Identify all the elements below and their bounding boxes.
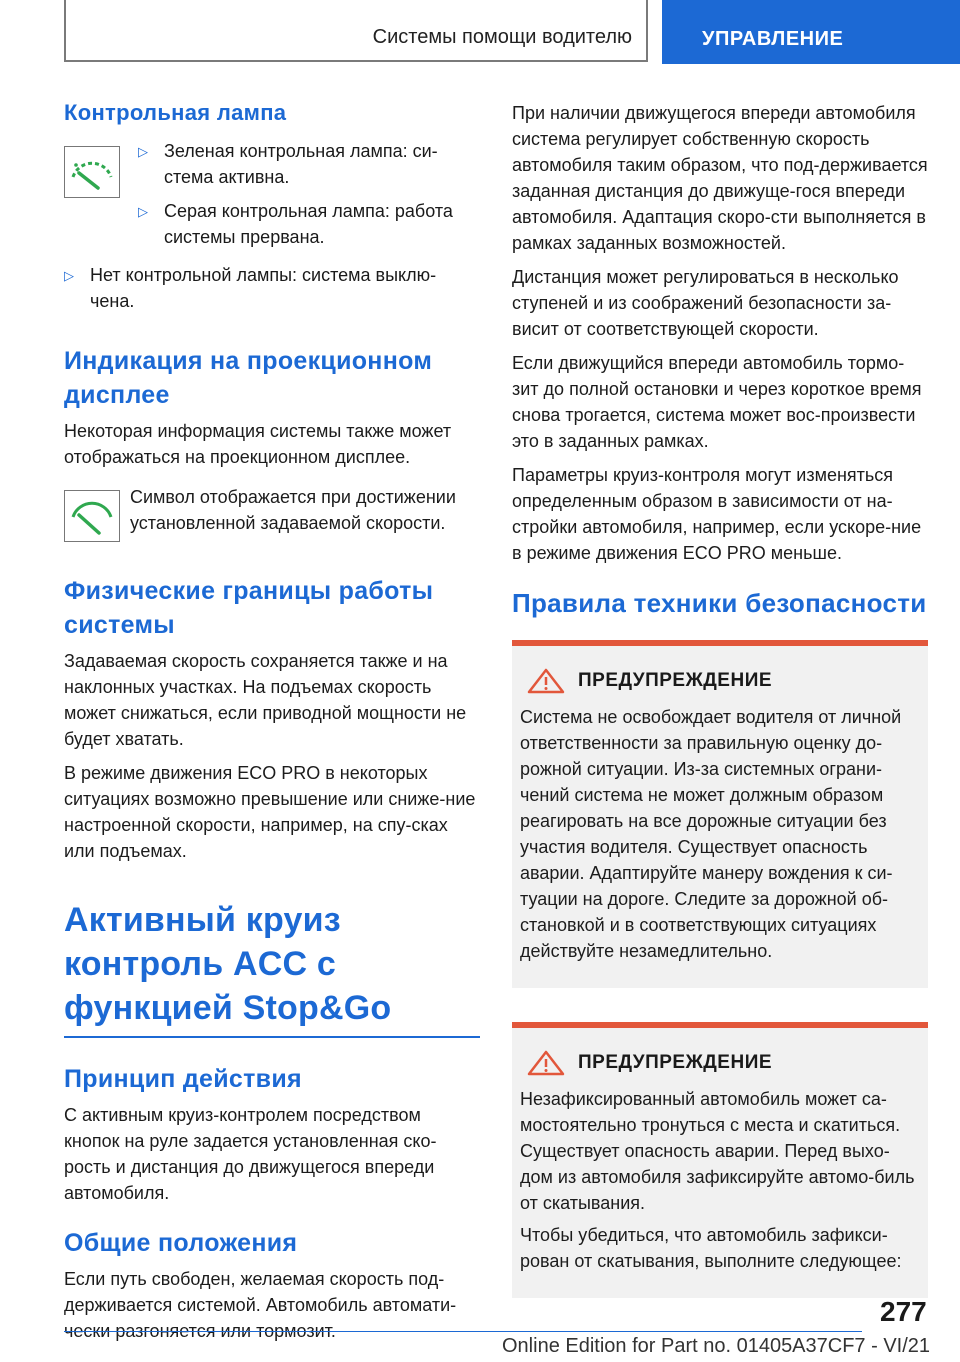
header-section-title: Системы помощи водителю (372, 26, 632, 48)
safety-heading: Правила техники безопасности (512, 588, 927, 618)
bullet-text: Зеленая контрольная лампа: си-стема активна. (164, 141, 438, 187)
bullet-triangle-icon: ▷ (138, 144, 148, 159)
acc-paragraph-3: Если движущийся впереди автомобиль тормо-зит до полной остановки и через короткое время снова трогается, система может вос-произвести это в заданных рамках. (512, 353, 922, 451)
hud-paragraph: Некоторая информация системы также может отображаться на проекционном дисплее. (64, 421, 452, 467)
footer-rule (64, 1331, 862, 1332)
acc-paragraph-2: Дистанция может регулироваться в несколько ступеней и из соображений безопасности за-висит от соответствующей скорости. (512, 267, 899, 339)
limits-paragraph-1: Задаваемая скорость сохраняется также и на наклонных участках. На подъемах скорость может снижаться, если приводной мощности не будет хватать. (64, 651, 467, 749)
warning-box-2 (512, 1022, 928, 1298)
control-lamp-block (64, 141, 480, 258)
bullet-triangle-icon: ▷ (64, 268, 74, 283)
header-chapter-tab (662, 0, 960, 64)
lamp-status-list (138, 138, 480, 258)
bullet-triangle-icon: ▷ (138, 204, 148, 219)
acc-paragraph-1: При наличии движущегося впереди автомобиля система регулирует собственную скорость автомобиля таким образом, что под-держивается заданная дистанция до движуще-гося впереди автомобиля. Адаптация скоро-сти выполняется в рамках заданных возможностей. (512, 103, 928, 253)
warning-triangle-icon (526, 1050, 566, 1076)
limits-heading: Физические границы работы системы (64, 577, 434, 639)
warning-text-2: Чтобы убедиться, что автомобиль зафикси-рован от скатывания, выполните следующее: (520, 1225, 902, 1271)
warning-header (520, 1050, 920, 1076)
bullet-text: Серая контрольная лампа: работа системы прервана. (164, 201, 453, 247)
acc-heading: Активный круиз контроль ACC с функцией Stop&Go (64, 901, 392, 1027)
warning-header (520, 668, 920, 694)
limits-paragraph-2: В режиме движения ECO PRO в некоторых ситуациях возможно превышение или сниже-ние настроенной скорости, например, на спу-сках или подъемах. (64, 763, 476, 861)
warning-triangle-icon (526, 668, 566, 694)
header-chapter-title: УПРАВЛЕНИЕ (702, 28, 844, 50)
general-paragraph: Если путь свободен, желаемая скорость под-держивается системой. Автомобиль автомати-чески разгоняется или тормозит. (64, 1269, 457, 1341)
warning-title: ПРЕДУПРЕЖДЕНИЕ (578, 1052, 773, 1073)
header-section-box (64, 0, 648, 62)
acc-heading-block (64, 898, 480, 1038)
warning-text-1: Незафиксированный автомобиль может са-мостоятельно тронуться с места и скатиться. Существует опасность аварии. Перед выхо-дом из автомобиля зафиксируйте автомо-биль от скатывания. (520, 1089, 915, 1213)
principle-heading: Принцип действия (64, 1065, 302, 1093)
bullet-text: Нет контрольной лампы: система выклю-чена. (90, 265, 437, 311)
warning-text: Система не освобождает водителя от личной ответственности за правильную оценку до-рожной ситуации. Из-за системных ограни-чений система не может должным образом реагировать на все дорожные ситуации без участия водителя. Существует опасность аварии. Адаптируйте манеру вождения к си-туации на дороге. Следите за дорожной об-становкой и в соответствующих ситуациях действуйте незамедлительно. (520, 707, 902, 961)
cruise-lamp-icon (64, 146, 120, 198)
right-column (512, 100, 928, 1332)
left-column (64, 100, 480, 1352)
general-heading: Общие положения (64, 1229, 298, 1257)
acc-paragraph-4: Параметры круиз-контроля могут изменяться определенным образом в зависимости от на-стройки автомобиля, например, если ускоре-ние в режиме движения ECO PRO меньше. (512, 465, 922, 563)
footer-edition: Online Edition for Part no. 01405A37CF7 - VI/21 (502, 1335, 931, 1357)
hud-symbol-paragraph: Символ отображается при достижении установленной задаваемой скорости. (130, 487, 456, 533)
list-item (138, 198, 480, 250)
warning-box-1 (512, 640, 928, 988)
control-lamp-heading: Контрольная лампа (64, 100, 287, 125)
page-number: 277 (880, 1296, 927, 1327)
principle-paragraph: С активным круиз-контролем посредством кнопок на руле задается установленная ско-рость и дистанция до движущегося впереди автомобиля. (64, 1105, 437, 1203)
warning-title: ПРЕДУПРЕЖДЕНИЕ (578, 670, 773, 691)
hud-symbol-block (64, 484, 480, 544)
hud-heading: Индикация на проекционном дисплее (64, 347, 433, 409)
list-item (138, 138, 480, 190)
hud-symbol-icon (64, 490, 120, 542)
list-item (64, 262, 480, 314)
